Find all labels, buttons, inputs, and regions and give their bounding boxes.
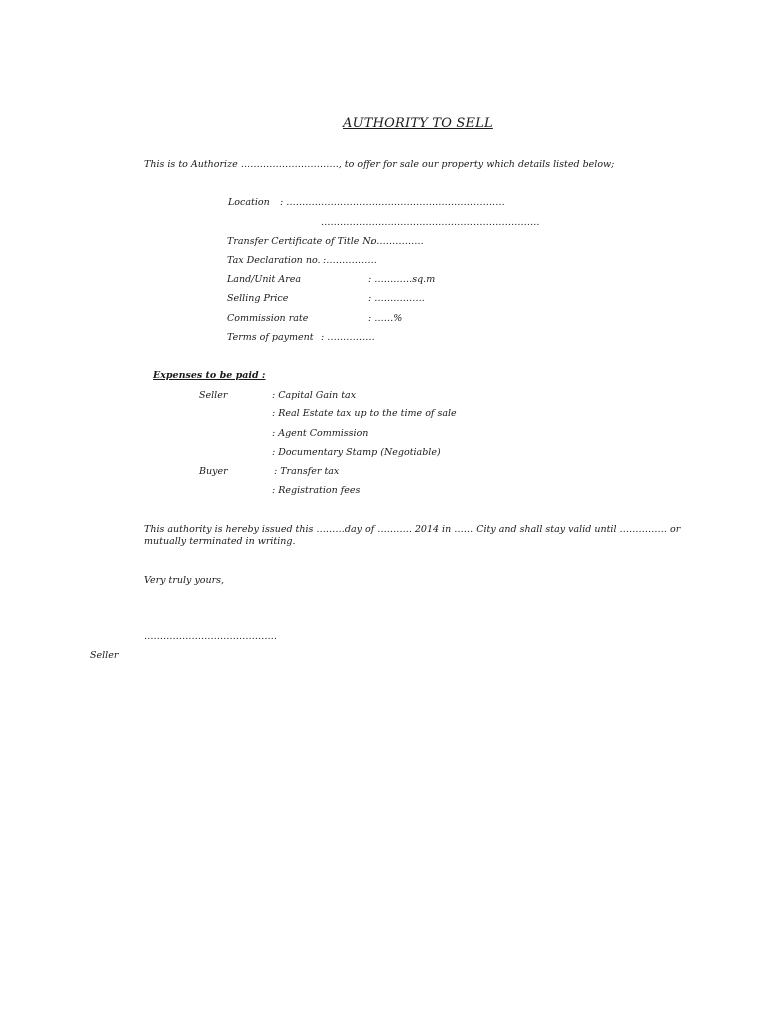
- closing-salutation: Very truly yours,: [144, 575, 225, 586]
- seller-expense-item: : Real Estate tax up to the time of sale: [272, 408, 457, 419]
- location-value-continued: ……………………………………………………………: [321, 217, 540, 228]
- signer-label: Seller: [90, 650, 119, 661]
- location-label: Location: [228, 197, 270, 208]
- buyer-expense-item: : Transfer tax: [274, 466, 340, 477]
- commission-label: Commission rate: [227, 313, 309, 324]
- buyer-expense-item: : Registration fees: [272, 485, 361, 496]
- area-value: : …………sq.m: [368, 274, 436, 285]
- price-value: : …………….: [368, 293, 425, 304]
- seller-expenses-label: Seller: [199, 390, 228, 401]
- location-value: : ……………………………………………………………: [280, 197, 505, 208]
- tct-label: Transfer Certificate of Title No: [227, 236, 377, 247]
- intro-paragraph: This is to Authorize …………………………., to offer for sale our property which details listed below;: [144, 159, 615, 170]
- validity-paragraph: This authority is hereby issued this ………day of ……….. 2014 in …… City and shall stay valid until …………… or mutually terminated in writing.: [144, 524, 681, 547]
- tax-declaration-label: Tax Declaration no.: [227, 255, 321, 266]
- tax-declaration-value: :…………….: [323, 255, 377, 266]
- area-label: Land/Unit Area: [227, 274, 302, 285]
- seller-expense-item: : Capital Gain tax: [272, 390, 357, 401]
- buyer-expenses-label: Buyer: [199, 466, 228, 477]
- terms-value: : ……………: [321, 332, 375, 343]
- document-title: AUTHORITY TO SELL: [343, 116, 493, 131]
- signature-line: ……………………………………: [144, 631, 277, 642]
- seller-expense-item: : Agent Commission: [272, 428, 369, 439]
- tct-value: : ……………: [370, 236, 424, 247]
- seller-expense-item: : Documentary Stamp (Negotiable): [272, 447, 441, 458]
- commission-value: : ……%: [368, 313, 403, 324]
- terms-label: Terms of payment: [227, 332, 314, 343]
- expenses-heading: Expenses to be paid :: [153, 370, 266, 381]
- price-label: Selling Price: [227, 293, 289, 304]
